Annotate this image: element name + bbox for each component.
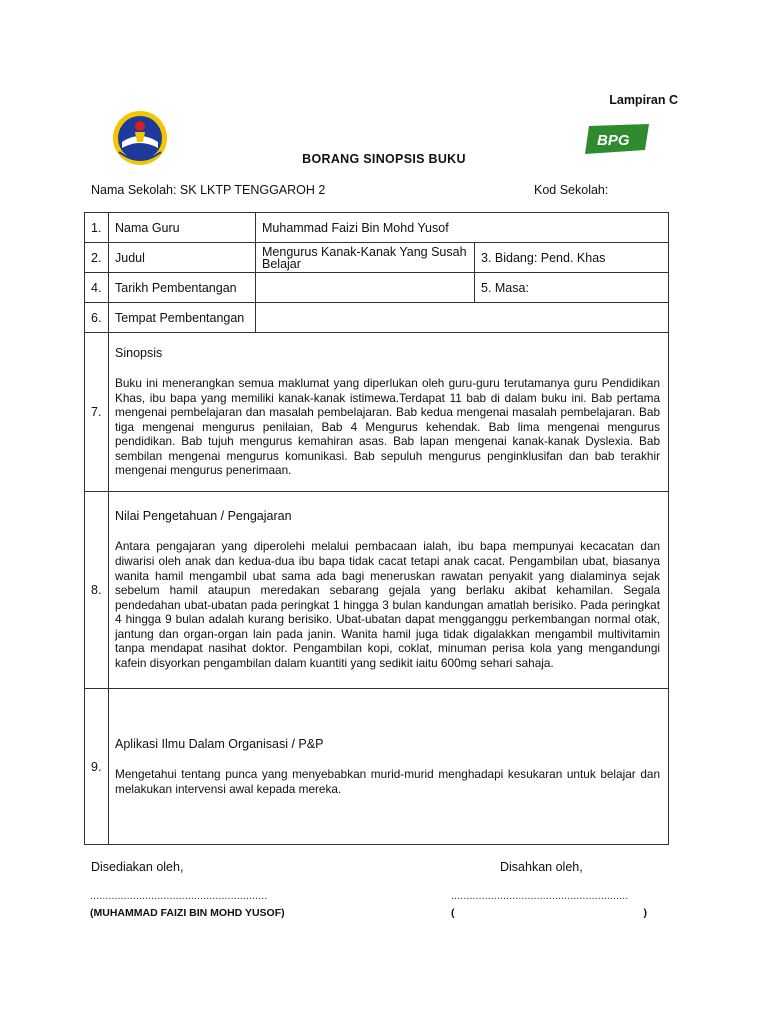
field-time[interactable]: 5. Masa: <box>475 273 669 303</box>
row-number: 1. <box>85 213 109 243</box>
field-label: Judul <box>109 243 256 273</box>
field-label: Nilai Pengetahuan / Pengajaran <box>115 509 292 524</box>
synopsis-text: Buku ini menerangkan semua maklumat yang diperlukan oleh guru-guru terutamanya guru Pendidikan Khas, ibu bapa yang memiliki kanak-kanak istimewa.Terdapat 11 bab di dalam buku ini. Bab pertama mengenai pembelajaran dan masalah pembelajaran. Bab kedua mengenai masalah pembelajaran. Bab tiga mengenai mengurus penilaian, Bab 4 Mengurus kehendak. Bab lima mengenai mengurus pendidikan. Bab tujuh mengurus kemahiran asas. Bab lapan mengenai kanak-kanak Dyslexia. Bab sembilan mengenai mengurus komunikasi. Bab sepuluh mengurus penginklusifan dan bab terakhir mengenai mengurus penerimaan. <box>115 375 661 478</box>
approved-signature-line[interactable]: .......................................................... <box>451 890 629 902</box>
row-number: 2. <box>85 243 109 273</box>
approved-by-label: Disahkan oleh, <box>500 860 583 874</box>
appendix-label: Lampiran C <box>609 93 678 107</box>
row-number: 8. <box>85 492 109 689</box>
row-date <box>85 273 669 303</box>
field-label: Aplikasi Ilmu Dalam Organisasi / P&P <box>115 736 324 751</box>
open-paren: ( <box>451 907 455 919</box>
close-paren: ) <box>643 907 647 919</box>
row-knowledge <box>85 492 669 689</box>
row-teacher-name <box>85 213 669 243</box>
knowledge-text: Antara pengajaran yang diperolehi melalui pembacaan ialah, ibu bapa mempunyai kecacatan dan diwarisi oleh anak dan kedua-dua ibu bapa tidak cacat tetapi anak cacat. Pengambilan ubat, biasanya wanita hamil mengambil ubat sama ada bagi meneruskan rawatan penyakit yang dialaminya sejak sebelum hamil ataupun meredakan sebarang gejala yang berlaku akibat kehamilan. Segala pendedahan ubat-ubatan pada peringkat 1 hingga 3 bulan kandungan amatlah berisiko. Pada peringkat 4 hingga 9 bulan adalah kurang berisiko. Ubat-ubatan dapat mengganggu perkembangan normal otak, jantung dan organ-organ lain pada janin. Wanita hamil juga tidak digalakkan mengambil multivitamin tanpa mendapat nasihat doktor. Pengambilan kopi, coklat, minuman perisa kola yang mengandungi kafein disyorkan pengambilan dalam kuantiti yang sedikit iaitu 600mg sehari sahaja. <box>115 539 661 671</box>
row-application <box>85 689 669 845</box>
field-label: Sinopsis <box>115 345 163 360</box>
field-label: Nama Guru <box>109 213 256 243</box>
field-label: Tarikh Pembentangan <box>109 273 256 303</box>
book-title-field[interactable]: Mengurus Kanak-Kanak Yang Susah Belajar <box>256 243 475 273</box>
application-text: Mengetahui tentang punca yang menyebabkan murid-murid menghadapi kesukaran untuk belajar dan melakukan intervensi awal kepada mereka. <box>115 766 661 796</box>
row-place <box>85 303 669 333</box>
prepared-signature-line[interactable]: .......................................................... <box>90 890 268 902</box>
row-number: 4. <box>85 273 109 303</box>
presentation-place-field[interactable] <box>256 303 669 333</box>
field-bidang[interactable]: 3. Bidang: Pend. Khas <box>475 243 669 273</box>
bpg-logo-text: BPG <box>597 132 630 149</box>
school-name: Nama Sekolah: SK LKTP TENGGAROH 2 <box>91 183 326 197</box>
prepared-by-label: Disediakan oleh, <box>91 860 184 874</box>
teacher-name-field[interactable]: Muhammad Faizi Bin Mohd Yusof <box>256 213 669 243</box>
row-synopsis <box>85 333 669 492</box>
field-label: Tempat Pembentangan <box>109 303 256 333</box>
knowledge-cell[interactable] <box>109 492 669 689</box>
form-title: BORANG SINOPSIS BUKU <box>302 152 466 166</box>
synopsis-cell[interactable] <box>109 333 669 492</box>
presentation-date-field[interactable] <box>256 273 475 303</box>
synopsis-form-table <box>84 212 669 845</box>
approved-by-name[interactable] <box>451 907 647 919</box>
row-number: 7. <box>85 333 109 492</box>
school-code-label: Kod Sekolah: <box>534 183 609 197</box>
application-cell[interactable] <box>109 689 669 845</box>
row-title <box>85 243 669 273</box>
row-number: 9. <box>85 689 109 845</box>
prepared-by-name: (MUHAMMAD FAIZI BIN MOHD YUSOF) <box>90 907 285 919</box>
row-number: 6. <box>85 303 109 333</box>
